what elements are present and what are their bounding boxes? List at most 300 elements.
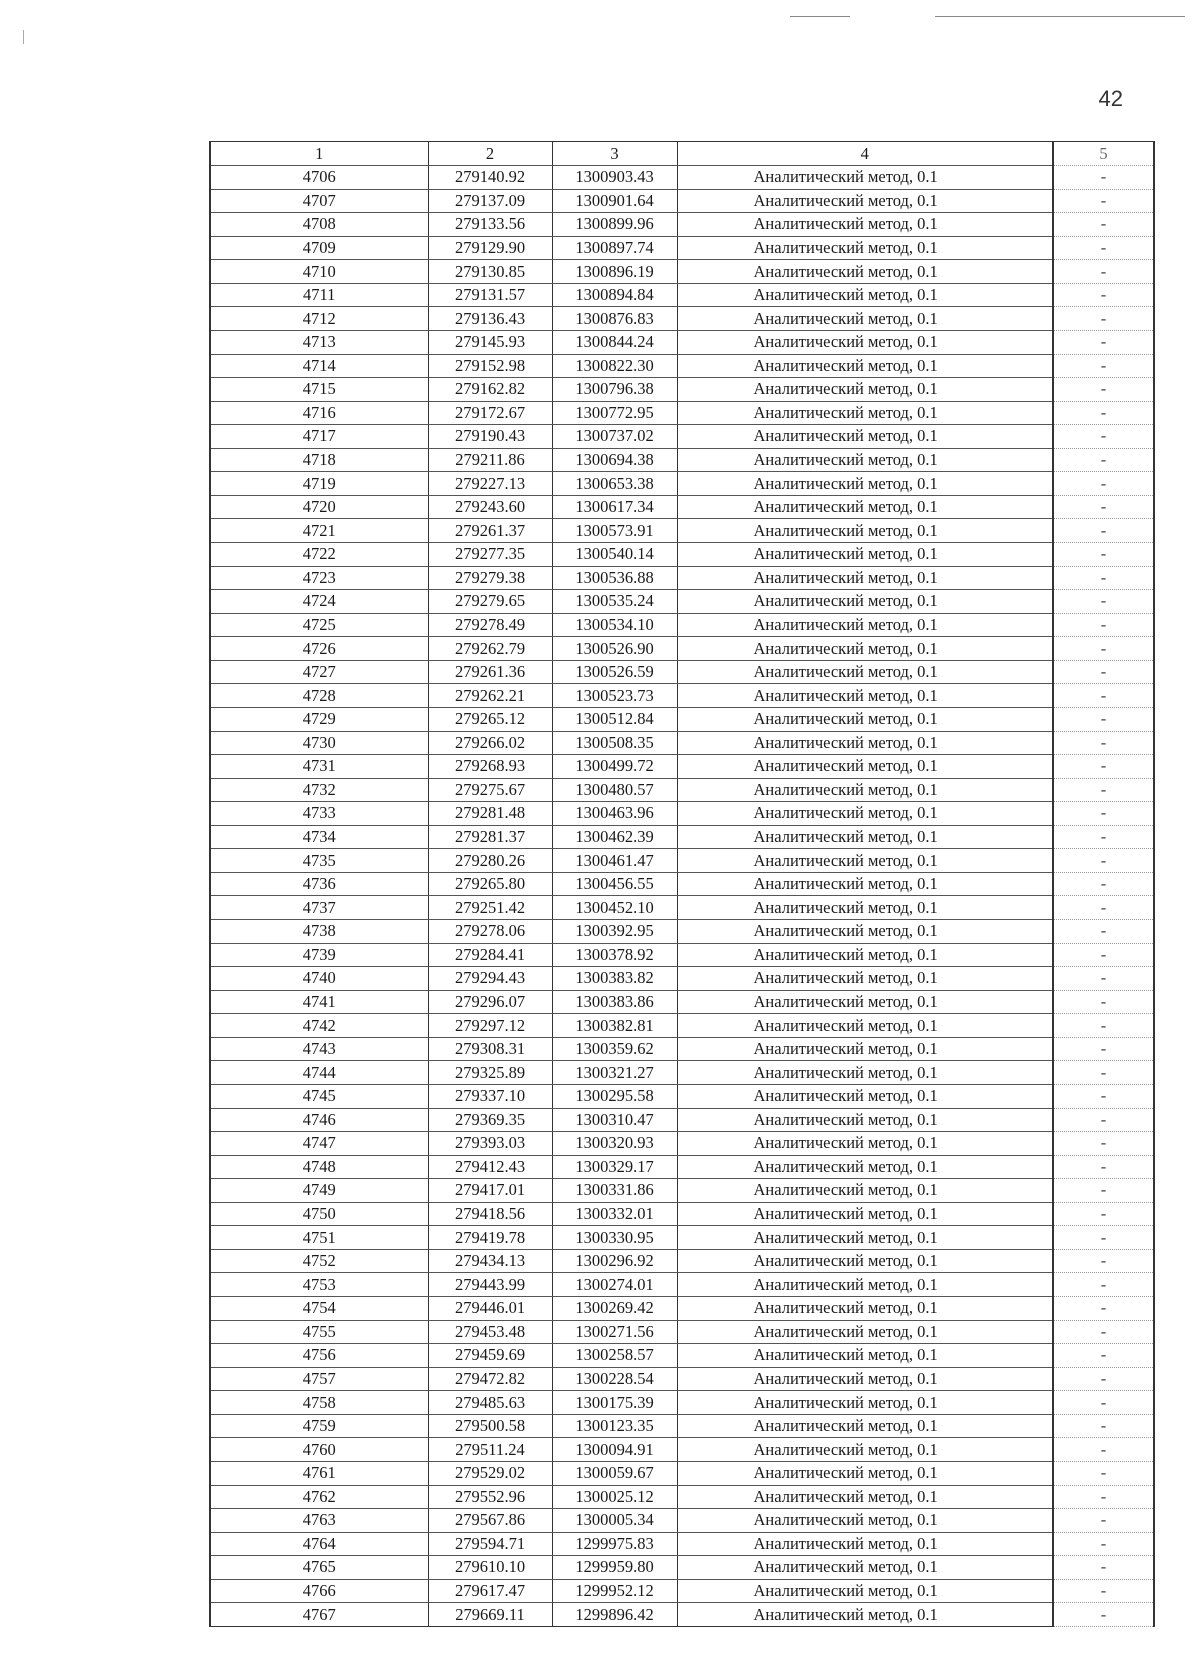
table-row [210, 1532, 1154, 1556]
cell-point-number: 4733 [210, 802, 428, 826]
cell-point-number: 4737 [210, 896, 428, 920]
cell-y-coordinate: 1300269.42 [552, 1297, 677, 1321]
cell-x-coordinate: 279610.10 [428, 1556, 552, 1580]
cell-description: - [1053, 260, 1154, 284]
cell-description: - [1053, 307, 1154, 331]
cell-y-coordinate: 1300694.38 [552, 448, 677, 472]
table-row [210, 920, 1154, 944]
cell-description: - [1053, 1556, 1154, 1580]
cell-description: - [1053, 1108, 1154, 1132]
table-row [210, 1014, 1154, 1038]
cell-description: - [1053, 566, 1154, 590]
cell-point-number: 4756 [210, 1344, 428, 1368]
cell-x-coordinate: 279669.11 [428, 1603, 552, 1627]
cell-method: Аналитический метод, 0.1 [677, 872, 1053, 896]
table-row [210, 1367, 1154, 1391]
cell-method: Аналитический метод, 0.1 [677, 1249, 1053, 1273]
cell-description: - [1053, 543, 1154, 567]
cell-y-coordinate: 1300383.86 [552, 990, 677, 1014]
cell-y-coordinate: 1300876.83 [552, 307, 677, 331]
cell-method: Аналитический метод, 0.1 [677, 849, 1053, 873]
table-row [210, 825, 1154, 849]
cell-method: Аналитический метод, 0.1 [677, 778, 1053, 802]
cell-y-coordinate: 1300536.88 [552, 566, 677, 590]
cell-point-number: 4739 [210, 943, 428, 967]
cell-description: - [1053, 707, 1154, 731]
cell-method: Аналитический метод, 0.1 [677, 802, 1053, 826]
cell-point-number: 4755 [210, 1320, 428, 1344]
cell-y-coordinate: 1300899.96 [552, 213, 677, 237]
cell-point-number: 4746 [210, 1108, 428, 1132]
cell-point-number: 4752 [210, 1249, 428, 1273]
cell-y-coordinate: 1300901.64 [552, 189, 677, 213]
cell-description: - [1053, 378, 1154, 402]
cell-point-number: 4727 [210, 660, 428, 684]
cell-point-number: 4761 [210, 1461, 428, 1485]
header-point-number: 1 [210, 142, 428, 166]
cell-method: Аналитический метод, 0.1 [677, 354, 1053, 378]
cell-method: Аналитический метод, 0.1 [677, 637, 1053, 661]
cell-description: - [1053, 1414, 1154, 1438]
cell-y-coordinate: 1300523.73 [552, 684, 677, 708]
cell-method: Аналитический метод, 0.1 [677, 1202, 1053, 1226]
cell-x-coordinate: 279308.31 [428, 1037, 552, 1061]
cell-method: Аналитический метод, 0.1 [677, 1014, 1053, 1038]
cell-method: Аналитический метод, 0.1 [677, 283, 1053, 307]
cell-description: - [1053, 283, 1154, 307]
cell-y-coordinate: 1300392.95 [552, 920, 677, 944]
cell-y-coordinate: 1300897.74 [552, 236, 677, 260]
cell-y-coordinate: 1300331.86 [552, 1179, 677, 1203]
cell-point-number: 4715 [210, 378, 428, 402]
table-row [210, 1273, 1154, 1297]
cell-x-coordinate: 279261.37 [428, 519, 552, 543]
table-row [210, 684, 1154, 708]
cell-description: - [1053, 1320, 1154, 1344]
cell-x-coordinate: 279265.80 [428, 872, 552, 896]
cell-x-coordinate: 279284.41 [428, 943, 552, 967]
cell-point-number: 4753 [210, 1273, 428, 1297]
table-row [210, 543, 1154, 567]
cell-description: - [1053, 849, 1154, 873]
cell-x-coordinate: 279617.47 [428, 1579, 552, 1603]
cell-description: - [1053, 731, 1154, 755]
cell-y-coordinate: 1300383.82 [552, 967, 677, 991]
table-row [210, 1179, 1154, 1203]
cell-description: - [1053, 967, 1154, 991]
cell-description: - [1053, 825, 1154, 849]
cell-x-coordinate: 279297.12 [428, 1014, 552, 1038]
cell-y-coordinate: 1300382.81 [552, 1014, 677, 1038]
table-row [210, 660, 1154, 684]
table-row [210, 1084, 1154, 1108]
cell-x-coordinate: 279136.43 [428, 307, 552, 331]
cell-description: - [1053, 1367, 1154, 1391]
table-row [210, 472, 1154, 496]
cell-x-coordinate: 279485.63 [428, 1391, 552, 1415]
cell-point-number: 4751 [210, 1226, 428, 1250]
table-row [210, 755, 1154, 779]
cell-x-coordinate: 279552.96 [428, 1485, 552, 1509]
cell-method: Аналитический метод, 0.1 [677, 731, 1053, 755]
cell-point-number: 4710 [210, 260, 428, 284]
cell-point-number: 4723 [210, 566, 428, 590]
scan-edge-line-right [935, 16, 1185, 17]
cell-y-coordinate: 1300123.35 [552, 1414, 677, 1438]
table-row [210, 1320, 1154, 1344]
cell-x-coordinate: 279278.06 [428, 920, 552, 944]
cell-y-coordinate: 1299975.83 [552, 1532, 677, 1556]
cell-x-coordinate: 279281.37 [428, 825, 552, 849]
cell-description: - [1053, 1202, 1154, 1226]
cell-description: - [1053, 1132, 1154, 1156]
cell-point-number: 4762 [210, 1485, 428, 1509]
cell-x-coordinate: 279251.42 [428, 896, 552, 920]
cell-point-number: 4749 [210, 1179, 428, 1203]
cell-point-number: 4714 [210, 354, 428, 378]
cell-description: - [1053, 1603, 1154, 1627]
cell-method: Аналитический метод, 0.1 [677, 896, 1053, 920]
table-row [210, 1556, 1154, 1580]
cell-y-coordinate: 1300271.56 [552, 1320, 677, 1344]
cell-x-coordinate: 279511.24 [428, 1438, 552, 1462]
cell-y-coordinate: 1300463.96 [552, 802, 677, 826]
cell-x-coordinate: 279472.82 [428, 1367, 552, 1391]
cell-description: - [1053, 1037, 1154, 1061]
header-method: 4 [677, 142, 1053, 166]
table-row [210, 378, 1154, 402]
table-row [210, 1226, 1154, 1250]
cell-method: Аналитический метод, 0.1 [677, 1344, 1053, 1368]
cell-method: Аналитический метод, 0.1 [677, 1367, 1053, 1391]
cell-description: - [1053, 1179, 1154, 1203]
cell-method: Аналитический метод, 0.1 [677, 1532, 1053, 1556]
cell-point-number: 4721 [210, 519, 428, 543]
cell-method: Аналитический метод, 0.1 [677, 660, 1053, 684]
table-row [210, 1603, 1154, 1627]
cell-y-coordinate: 1300822.30 [552, 354, 677, 378]
table-row [210, 189, 1154, 213]
cell-y-coordinate: 1300772.95 [552, 401, 677, 425]
cell-description: - [1053, 684, 1154, 708]
cell-x-coordinate: 279294.43 [428, 967, 552, 991]
cell-point-number: 4735 [210, 849, 428, 873]
cell-y-coordinate: 1300228.54 [552, 1367, 677, 1391]
page-number: 42 [1098, 86, 1123, 111]
table-row [210, 448, 1154, 472]
cell-point-number: 4732 [210, 778, 428, 802]
cell-point-number: 4709 [210, 236, 428, 260]
cell-x-coordinate: 279152.98 [428, 354, 552, 378]
cell-y-coordinate: 1300025.12 [552, 1485, 677, 1509]
table-row [210, 1132, 1154, 1156]
cell-x-coordinate: 279281.48 [428, 802, 552, 826]
cell-method: Аналитический метод, 0.1 [677, 1273, 1053, 1297]
cell-description: - [1053, 448, 1154, 472]
cell-method: Аналитический метод, 0.1 [677, 1297, 1053, 1321]
cell-method: Аналитический метод, 0.1 [677, 543, 1053, 567]
cell-y-coordinate: 1300844.24 [552, 330, 677, 354]
cell-description: - [1053, 637, 1154, 661]
cell-y-coordinate: 1300094.91 [552, 1438, 677, 1462]
cell-x-coordinate: 279325.89 [428, 1061, 552, 1085]
cell-x-coordinate: 279262.79 [428, 637, 552, 661]
cell-point-number: 4726 [210, 637, 428, 661]
cell-x-coordinate: 279227.13 [428, 472, 552, 496]
table-row [210, 495, 1154, 519]
cell-y-coordinate: 1300332.01 [552, 1202, 677, 1226]
cell-point-number: 4707 [210, 189, 428, 213]
cell-point-number: 4708 [210, 213, 428, 237]
cell-x-coordinate: 279279.65 [428, 590, 552, 614]
table-row [210, 1414, 1154, 1438]
cell-x-coordinate: 279446.01 [428, 1297, 552, 1321]
cell-method: Аналитический метод, 0.1 [677, 684, 1053, 708]
cell-y-coordinate: 1300175.39 [552, 1391, 677, 1415]
cell-y-coordinate: 1300535.24 [552, 590, 677, 614]
cell-y-coordinate: 1300508.35 [552, 731, 677, 755]
cell-point-number: 4747 [210, 1132, 428, 1156]
cell-point-number: 4745 [210, 1084, 428, 1108]
cell-x-coordinate: 279419.78 [428, 1226, 552, 1250]
cell-method: Аналитический метод, 0.1 [677, 1226, 1053, 1250]
cell-point-number: 4748 [210, 1155, 428, 1179]
cell-description: - [1053, 896, 1154, 920]
cell-y-coordinate: 1300540.14 [552, 543, 677, 567]
cell-method: Аналитический метод, 0.1 [677, 1132, 1053, 1156]
table-row [210, 425, 1154, 449]
cell-y-coordinate: 1300573.91 [552, 519, 677, 543]
table-row [210, 236, 1154, 260]
cell-description: - [1053, 755, 1154, 779]
cell-method: Аналитический метод, 0.1 [677, 236, 1053, 260]
table-row [210, 283, 1154, 307]
table-row [210, 401, 1154, 425]
cell-description: - [1053, 1226, 1154, 1250]
cell-point-number: 4712 [210, 307, 428, 331]
cell-x-coordinate: 279275.67 [428, 778, 552, 802]
header-y-coordinate: 3 [552, 142, 677, 166]
cell-x-coordinate: 279278.49 [428, 613, 552, 637]
cell-y-coordinate: 1300320.93 [552, 1132, 677, 1156]
cell-method: Аналитический метод, 0.1 [677, 1084, 1053, 1108]
coordinates-table [209, 141, 1155, 1627]
cell-x-coordinate: 279594.71 [428, 1532, 552, 1556]
cell-method: Аналитический метод, 0.1 [677, 260, 1053, 284]
cell-point-number: 4763 [210, 1509, 428, 1533]
cell-point-number: 4734 [210, 825, 428, 849]
cell-point-number: 4767 [210, 1603, 428, 1627]
cell-y-coordinate: 1299959.80 [552, 1556, 677, 1580]
cell-description: - [1053, 1249, 1154, 1273]
cell-x-coordinate: 279129.90 [428, 236, 552, 260]
cell-point-number: 4765 [210, 1556, 428, 1580]
table-row [210, 1461, 1154, 1485]
cell-point-number: 4740 [210, 967, 428, 991]
cell-y-coordinate: 1300894.84 [552, 283, 677, 307]
cell-method: Аналитический метод, 0.1 [677, 189, 1053, 213]
cell-y-coordinate: 1300903.43 [552, 166, 677, 190]
cell-point-number: 4722 [210, 543, 428, 567]
cell-point-number: 4724 [210, 590, 428, 614]
cell-point-number: 4760 [210, 1438, 428, 1462]
cell-method: Аналитический метод, 0.1 [677, 448, 1053, 472]
cell-method: Аналитический метод, 0.1 [677, 825, 1053, 849]
cell-description: - [1053, 330, 1154, 354]
cell-x-coordinate: 279277.35 [428, 543, 552, 567]
cell-description: - [1053, 1532, 1154, 1556]
cell-y-coordinate: 1300258.57 [552, 1344, 677, 1368]
cell-point-number: 4716 [210, 401, 428, 425]
cell-y-coordinate: 1300512.84 [552, 707, 677, 731]
cell-y-coordinate: 1300461.47 [552, 849, 677, 873]
cell-x-coordinate: 279412.43 [428, 1155, 552, 1179]
cell-x-coordinate: 279130.85 [428, 260, 552, 284]
cell-description: - [1053, 990, 1154, 1014]
cell-y-coordinate: 1300330.95 [552, 1226, 677, 1250]
cell-method: Аналитический метод, 0.1 [677, 425, 1053, 449]
cell-method: Аналитический метод, 0.1 [677, 1461, 1053, 1485]
table-row [210, 260, 1154, 284]
cell-x-coordinate: 279280.26 [428, 849, 552, 873]
table-row [210, 967, 1154, 991]
cell-point-number: 4759 [210, 1414, 428, 1438]
cell-y-coordinate: 1300059.67 [552, 1461, 677, 1485]
cell-method: Аналитический метод, 0.1 [677, 330, 1053, 354]
cell-point-number: 4758 [210, 1391, 428, 1415]
cell-description: - [1053, 590, 1154, 614]
table-row [210, 330, 1154, 354]
cell-method: Аналитический метод, 0.1 [677, 590, 1053, 614]
table-row [210, 849, 1154, 873]
cell-y-coordinate: 1300526.90 [552, 637, 677, 661]
cell-point-number: 4736 [210, 872, 428, 896]
cell-x-coordinate: 279369.35 [428, 1108, 552, 1132]
cell-x-coordinate: 279137.09 [428, 189, 552, 213]
table-row [210, 1579, 1154, 1603]
cell-y-coordinate: 1300534.10 [552, 613, 677, 637]
table-row [210, 1037, 1154, 1061]
cell-description: - [1053, 1509, 1154, 1533]
table-row [210, 1391, 1154, 1415]
table-row [210, 1108, 1154, 1132]
cell-description: - [1053, 1438, 1154, 1462]
cell-point-number: 4719 [210, 472, 428, 496]
cell-x-coordinate: 279393.03 [428, 1132, 552, 1156]
cell-point-number: 4743 [210, 1037, 428, 1061]
cell-x-coordinate: 279567.86 [428, 1509, 552, 1533]
cell-point-number: 4731 [210, 755, 428, 779]
cell-x-coordinate: 279140.92 [428, 166, 552, 190]
cell-method: Аналитический метод, 0.1 [677, 1579, 1053, 1603]
cell-description: - [1053, 213, 1154, 237]
cell-description: - [1053, 519, 1154, 543]
table-row [210, 802, 1154, 826]
cell-method: Аналитический метод, 0.1 [677, 307, 1053, 331]
cell-x-coordinate: 279262.21 [428, 684, 552, 708]
cell-y-coordinate: 1300274.01 [552, 1273, 677, 1297]
cell-description: - [1053, 943, 1154, 967]
cell-point-number: 4720 [210, 495, 428, 519]
cell-x-coordinate: 279131.57 [428, 283, 552, 307]
cell-point-number: 4764 [210, 1532, 428, 1556]
cell-description: - [1053, 1391, 1154, 1415]
cell-description: - [1053, 613, 1154, 637]
cell-description: - [1053, 401, 1154, 425]
cell-y-coordinate: 1300617.34 [552, 495, 677, 519]
cell-description: - [1053, 660, 1154, 684]
table-row [210, 1297, 1154, 1321]
cell-x-coordinate: 279529.02 [428, 1461, 552, 1485]
cell-y-coordinate: 1300378.92 [552, 943, 677, 967]
cell-description: - [1053, 425, 1154, 449]
cell-x-coordinate: 279145.93 [428, 330, 552, 354]
table-row [210, 166, 1154, 190]
cell-x-coordinate: 279162.82 [428, 378, 552, 402]
cell-method: Аналитический метод, 0.1 [677, 1556, 1053, 1580]
cell-description: - [1053, 166, 1154, 190]
cell-x-coordinate: 279266.02 [428, 731, 552, 755]
cell-method: Аналитический метод, 0.1 [677, 1509, 1053, 1533]
cell-x-coordinate: 279261.36 [428, 660, 552, 684]
table-body [210, 166, 1154, 1627]
cell-point-number: 4757 [210, 1367, 428, 1391]
table-row [210, 1509, 1154, 1533]
table-row [210, 1249, 1154, 1273]
cell-method: Аналитический метод, 0.1 [677, 613, 1053, 637]
cell-description: - [1053, 1155, 1154, 1179]
cell-y-coordinate: 1300452.10 [552, 896, 677, 920]
cell-y-coordinate: 1300005.34 [552, 1509, 677, 1533]
cell-y-coordinate: 1300737.02 [552, 425, 677, 449]
cell-description: - [1053, 1297, 1154, 1321]
cell-description: - [1053, 1461, 1154, 1485]
table-row [210, 213, 1154, 237]
table-row [210, 872, 1154, 896]
cell-point-number: 4728 [210, 684, 428, 708]
cell-x-coordinate: 279211.86 [428, 448, 552, 472]
cell-method: Аналитический метод, 0.1 [677, 920, 1053, 944]
cell-point-number: 4725 [210, 613, 428, 637]
cell-x-coordinate: 279417.01 [428, 1179, 552, 1203]
table-row [210, 707, 1154, 731]
cell-point-number: 4718 [210, 448, 428, 472]
cell-point-number: 4738 [210, 920, 428, 944]
cell-description: - [1053, 1084, 1154, 1108]
cell-x-coordinate: 279172.67 [428, 401, 552, 425]
cell-x-coordinate: 279133.56 [428, 213, 552, 237]
cell-method: Аналитический метод, 0.1 [677, 401, 1053, 425]
scan-margin-mark [23, 30, 24, 44]
cell-y-coordinate: 1300653.38 [552, 472, 677, 496]
cell-method: Аналитический метод, 0.1 [677, 1603, 1053, 1627]
cell-method: Аналитический метод, 0.1 [677, 707, 1053, 731]
cell-point-number: 4750 [210, 1202, 428, 1226]
cell-method: Аналитический метод, 0.1 [677, 1061, 1053, 1085]
cell-y-coordinate: 1299952.12 [552, 1579, 677, 1603]
cell-x-coordinate: 279265.12 [428, 707, 552, 731]
cell-x-coordinate: 279268.93 [428, 755, 552, 779]
cell-description: - [1053, 189, 1154, 213]
table-row [210, 990, 1154, 1014]
cell-method: Аналитический метод, 0.1 [677, 213, 1053, 237]
cell-x-coordinate: 279279.38 [428, 566, 552, 590]
cell-method: Аналитический метод, 0.1 [677, 1155, 1053, 1179]
cell-description: - [1053, 920, 1154, 944]
cell-method: Аналитический метод, 0.1 [677, 1485, 1053, 1509]
cell-point-number: 4754 [210, 1297, 428, 1321]
cell-x-coordinate: 279453.48 [428, 1320, 552, 1344]
